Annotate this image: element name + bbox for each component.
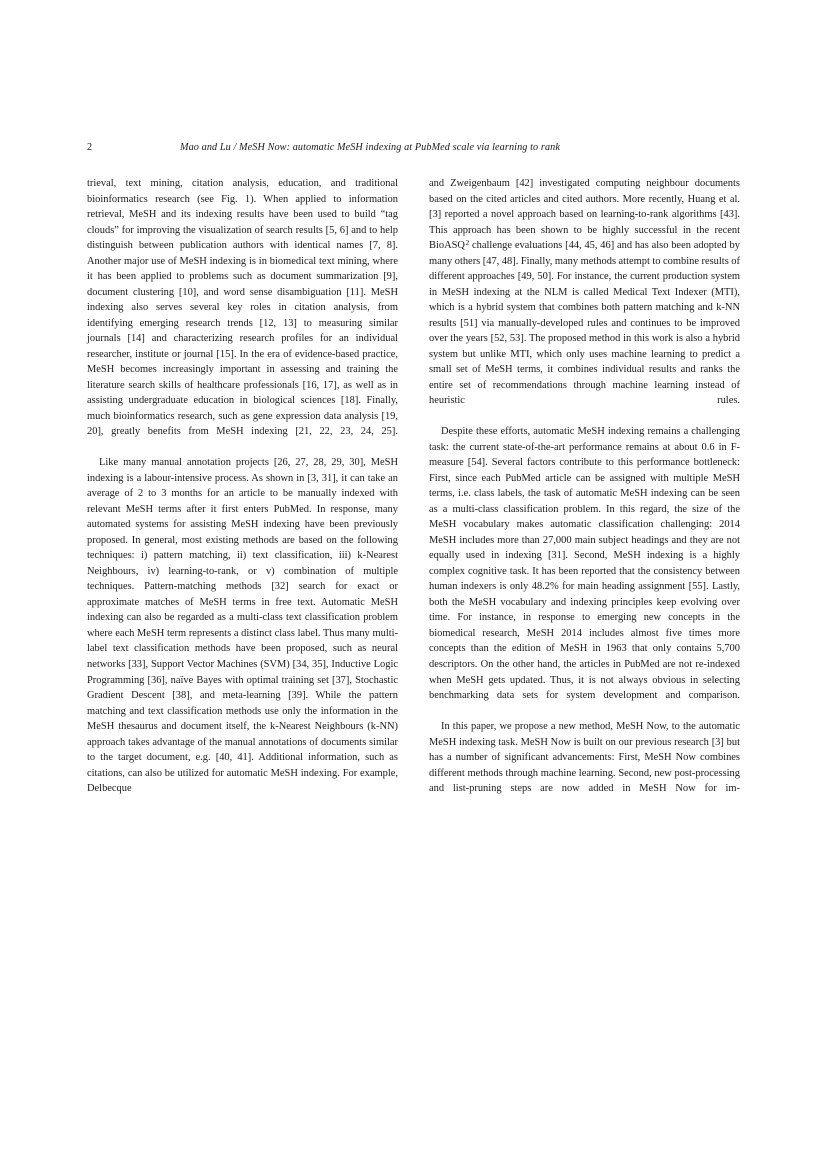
paragraph-text-before-footnote: and Zweigenbaum [42] investigated computing neighbour documents based on the cited articles and cited authors. More recently, Huang et al. [3] reported a novel approach based on learning-to-rank algorithms [43]. This approach has been shown to be highly successful in the recent BioASQ	[429, 178, 740, 252]
running-head	[87, 140, 740, 156]
page-number: 2	[87, 142, 93, 153]
paragraph: Like many manual annotation projects [26, 27, 28, 29, 30], MeSH indexing is a labour-intensive process. As shown in [3, 31], it can take an average of 2 to 3 months for an article to be manually indexed with relevant MeSH terms after it first enters PubMed. In response, many automated systems for assisting MeSH indexing have been previously proposed. In general, most existing methods are based on the following techniques: i) pattern matching, ii) text classification, iii) k-Nearest Neighbours, iv) learning-to-rank, or v) combination of multiple techniques. Pattern-matching methods [32] search for exact or approximate matches of MeSH terms in free text. Automatic MeSH indexing can also be regarded as a multi-class text classification problem where each MeSH term represents a distinct class label. Thus many multi-label text classification methods have been proposed, such as neural networks [33], Support Vector Machines (SVM) [34, 35], Inductive Logic Programming [36], naïve Bayes with optimal training set [37], Stochastic Gradient Descent [38], and meta-learning [39]. While the pattern matching and text classification methods use only the information in the MeSH thesaurus and document itself, the k-Nearest Neighbours (k-NN) approach takes advantage of the manual annotations of documents similar to the target document, e.g. [40, 41]. Additional information, such as citations, can also be utilized for automatic MeSH indexing. For example, Delbecque	[87, 457, 398, 795]
paragraph: trieval, text mining, citation analysis, education, and traditional bioinformatics research (see Fig. 1). When applied to information retrieval, MeSH and its indexing results have been used to build “tag clouds” for improving the visualization of search results [5, 6] and to help distinguish between publication authors with identical names [7, 8]. Another major use of MeSH indexing is in biomedical text mining, where it has been applied to problems such as document summarization [9], document clustering [10], and word sense disambiguation [11]. MeSH indexing also serves several key roles in citation analysis, from identifying emerging research trends [12, 13] to measuring similar journals [14] and characterizing research profiles for an individual researcher, institute or journal [15]. In the era of evidence-based practice, MeSH becomes increasingly important in assessing and training the literature search skills of healthcare professionals [16, 17], as well as in assisting undergraduate education in biological sciences [18]. Finally, much bioinformatics research, such as gene expression data analysis [19, 20], greatly benefits from MeSH indexing [21, 22, 23, 24, 25].	[87, 178, 398, 438]
footnote-reference-marker[interactable]: 2	[465, 237, 470, 247]
left-column	[87, 176, 398, 1026]
paragraph: Despite these efforts, automatic MeSH indexing remains a challenging task: the current state-of-the-art performance remains at about 0.6 in F-measure [54]. Several factors contribute to this performance bottleneck: First, since each PubMed article can be assigned with multiple MeSH terms, i.e. class labels, the task of automatic MeSH indexing can be seen as a multi-class classification problem. In this regard, the size of the MeSH vocabulary makes automatic classification challenging: 2014 MeSH includes more than 27,000 main subject headings and they are not equally used in indexing [31]. Second, MeSH indexing is a highly complex cognitive task. It has been reported that the consistency between human indexers is only 48.2% for main heading assignment [55]. Lastly, both the MeSH vocabulary and indexing principles keep evolving over time. For instance, in response to emerging new concepts in the biomedical research, MeSH 2014 includes almost five times more concepts than the edition of MeSH in 1963 that only contains 5,700 descriptors. On the other hand, the articles in PubMed are not re-indexed when MeSH gets updated. Thus, it is not always obvious in selecting benchmarking data sets for system development and comparison.	[429, 426, 740, 702]
paragraph-text-after-footnote: challenge evaluations [44, 45, 46] and has also been adopted by many others [47, 48]. Finally, many methods attempt to combine results of different approaches [49, 50]. For instance, the current production system in MeSH indexing at the NLM is called Medical Text Indexer (MTI), which is a hybrid system that combines both pattern matching and k-NN results [51] via manually-developed rules and continues to be improved over the years [52, 53]. The proposed method in this work is also a hybrid system but unlike MTI, which only uses machine learning to predict a small set of MeSH terms, it combines individual results and ranks the entire set of recommendations through machine learning instead of heuristic rules.	[429, 240, 740, 407]
body-columns	[87, 176, 740, 1026]
paragraph-with-footnote	[429, 176, 740, 424]
paragraph: In this paper, we propose a new method, MeSH Now, to the automatic MeSH indexing task. MeSH Now is built on our previous research [3] but has a number of significant advancements: First, MeSH Now combines different methods through machine learning. Second, new post-processing and list-pruning steps are now added in MeSH Now for im-	[429, 721, 740, 795]
running-head-title: Mao and Lu / MeSH Now: automatic MeSH indexing at PubMed scale via learning to rank	[180, 142, 560, 153]
right-column	[429, 176, 740, 1026]
